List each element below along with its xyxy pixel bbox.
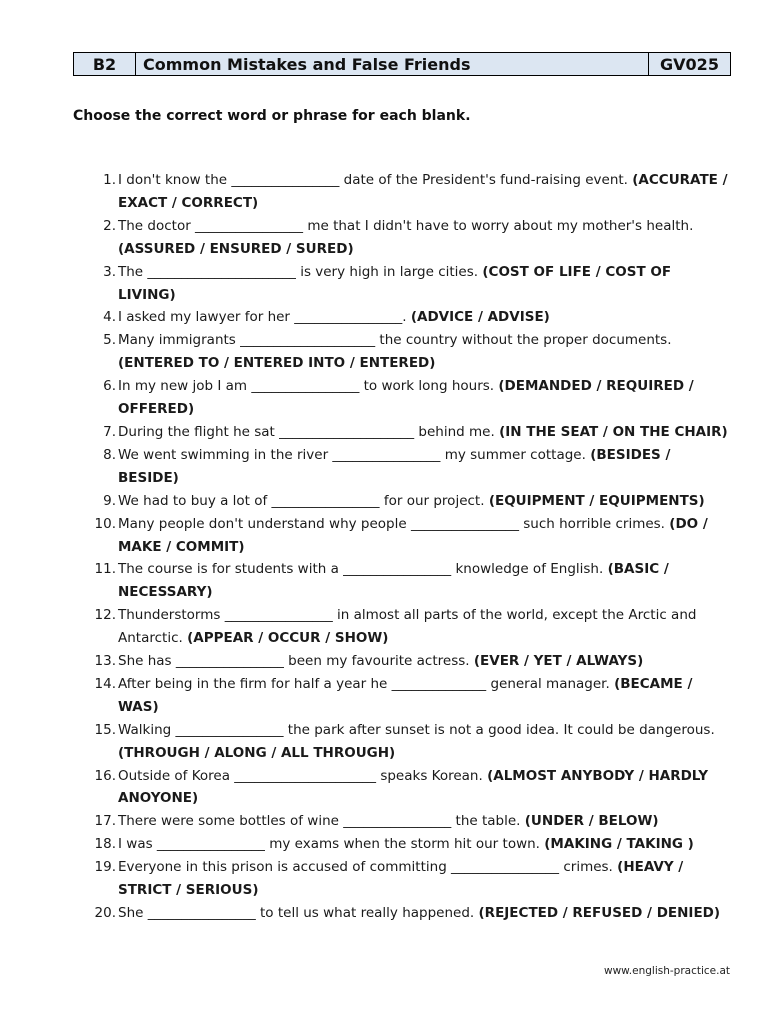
question-number: 20. [94,905,116,921]
worksheet-title: Common Mistakes and False Friends [136,53,649,75]
question-text: Walking ________________ the park after sunset is not a good idea. It could be dangerous. [118,721,715,738]
question-text: I was ________________ my exams when the storm hit our town. [118,836,540,853]
question-options: (HEAVY / STRICT / SERIOUS) [118,859,684,899]
question-item [92,169,732,215]
question-text: Everyone in this prison is accused of committing ________________ crimes. [118,859,613,876]
question-number: 7. [103,423,116,440]
question-options: (REJECTED / REFUSED / DENIED) [478,905,721,921]
question-options: (IN THE SEAT / ON THE CHAIR) [499,423,728,440]
question-text: In my new job I am ________________ to work long hours. [118,378,495,395]
question-item [92,810,732,833]
question-options: (ALMOST ANYBODY / HARDLY ANOYONE) [118,767,709,807]
question-number: 12. [94,607,116,624]
question-options: (BECAME / WAS) [118,675,693,715]
question-options: (ACCURATE / EXACT / CORRECT) [118,172,728,211]
worksheet-code: GV025 [660,54,719,74]
question-text: During the flight he sat ____________________ behind me. [118,423,495,440]
question-item [92,306,732,329]
question-number: 9. [103,492,116,509]
question-item [92,215,732,261]
question-text: There were some bottles of wine ________________ the table. [118,813,521,830]
question-item [92,329,732,375]
footer-url: www.english-practice.at [603,965,730,977]
question-number: 3. [103,263,116,280]
question-text: Many immigrants ____________________ the country without the proper documents. [118,332,672,349]
question-item [92,856,732,902]
question-text: She has ________________ been my favourite actress. [118,653,470,670]
question-item [92,375,732,421]
instructions: Choose the correct word or phrase for each blank. [73,108,471,124]
question-options: (APPEAR / OCCUR / SHOW) [187,630,389,647]
question-number: 8. [103,446,116,463]
question-item [92,833,732,856]
question-item [92,421,732,444]
question-text: I don't know the ________________ date of the President's fund-raising event. [118,172,628,188]
question-options: (ADVICE / ADVISE) [410,309,550,326]
question-item [92,673,732,719]
question-options: (COST OF LIFE / COST OF LIVING) [118,263,672,303]
question-number: 13. [94,653,116,670]
question-options: (THROUGH / ALONG / ALL THROUGH) [118,744,396,761]
question-item [92,765,732,811]
question-number: 4. [103,309,116,326]
question-item [92,719,732,765]
question-text: We had to buy a lot of ________________ for our project. [118,492,485,509]
question-options: (UNDER / BELOW) [524,813,659,830]
question-number: 18. [94,836,116,853]
question-text: She ________________ to tell us what really happened. [118,905,475,921]
question-item [92,490,732,513]
question-number: 1. [103,172,116,188]
question-text: Many people don't understand why people ________________ such horrible crimes. [118,515,665,532]
question-number: 19. [94,859,116,876]
question-options: (BESIDES / BESIDE) [118,446,671,486]
question-text: I asked my lawyer for her ________________. [118,309,407,326]
question-number: 5. [103,332,116,349]
question-number: 17. [94,813,116,830]
question-options: (EQUIPMENT / EQUIPMENTS) [488,492,705,509]
question-options: (ASSURED / ENSURED / SURED) [118,240,354,257]
question-options: (BASIC / NECESSARY) [118,561,669,601]
question-number: 16. [94,767,116,784]
question-item [92,650,732,673]
question-options: (EVER / YET / ALWAYS) [473,653,644,670]
question-number: 10. [94,515,116,532]
question-item [92,558,732,604]
question-list [92,169,732,925]
question-item [92,261,732,307]
question-text: The course is for students with a ________________ knowledge of English. [118,561,604,578]
worksheet-header [73,52,731,76]
question-number: 6. [103,378,116,395]
level-label: B2 [74,53,136,75]
question-text: Thunderstorms ________________ in almost all parts of the world, except the Arctic and Antarctic. [118,607,697,647]
question-item [92,604,732,650]
question-number: 15. [94,721,116,738]
question-options: (MAKING / TAKING ) [544,836,694,853]
question-number: 14. [94,675,116,692]
question-number: 11. [94,561,116,578]
question-item [92,444,732,490]
question-item [92,902,732,925]
question-text: After being in the firm for half a year he ______________ general manager. [118,675,610,692]
question-text: The ______________________ is very high in large cities. [118,263,479,280]
question-options: (ENTERED TO / ENTERED INTO / ENTERED) [118,355,436,372]
question-options: (DEMANDED / REQUIRED / OFFERED) [118,378,694,418]
question-text: The doctor ________________ me that I didn't have to worry about my mother's health. [118,217,694,234]
question-text: Outside of Korea _____________________ speaks Korean. [118,767,483,784]
question-text: We went swimming in the river ________________ my summer cottage. [118,446,586,463]
question-number: 2. [103,217,116,234]
question-options: (DO / MAKE / COMMIT) [118,515,708,555]
question-item [92,513,732,559]
